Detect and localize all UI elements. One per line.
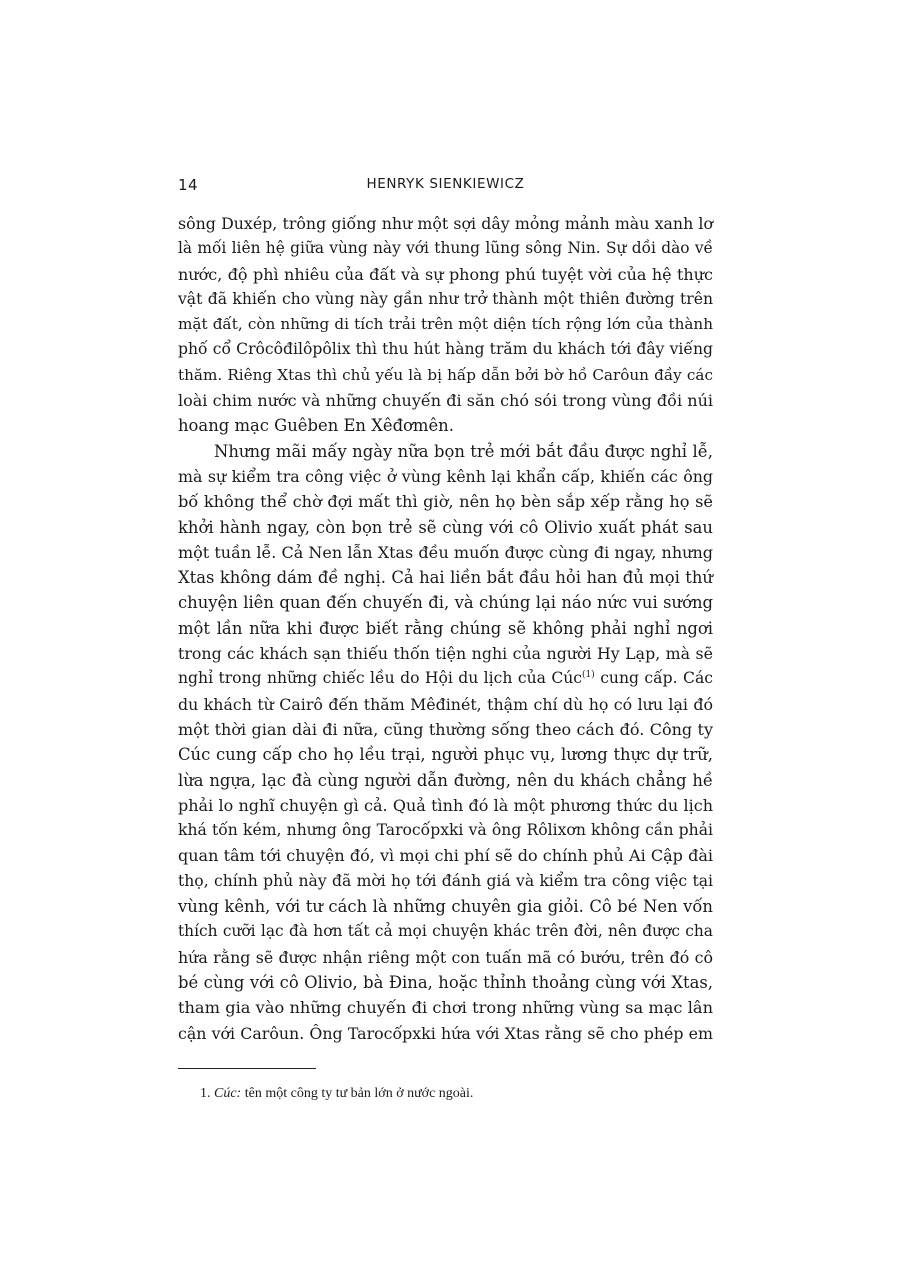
text-line: cận với Carôun. Ông Tarocốpxki hứa với Xtas rằng sẽ cho phép em (178, 1023, 713, 1043)
text-line: chuyện liên quan đến chuyến đi, và chúng lại náo nức vui sướng (178, 593, 713, 613)
text-segment: cung cấp. Các (594, 669, 713, 688)
text-line: một lần nữa khi được biết rằng chúng sẽ không phải nghỉ ngơi (178, 618, 713, 638)
text-line: du khách từ Cairô đến thăm Mêđinét, thậm chí dù họ có lưu lại đó (178, 694, 713, 714)
text-line: hứa rằng sẽ được nhận riêng một con tuấn mã có bướu, trên đó cô (178, 947, 713, 967)
text-line: mặt đất, còn những di tích trải trên một diện tích rộng lớn của thành (178, 315, 713, 334)
text-line: tham gia vào những chuyến đi chơi trong những vùng sa mạc lân (178, 998, 713, 1018)
text-line-with-footnote-ref (178, 666, 713, 691)
text-line: phố cổ Crôcôđilôpôlix thì thu hút hàng trăm du khách tới đây viếng (178, 340, 713, 359)
text-line: trong các khách sạn thiếu thốn tiện nghi của người Hy Lạp, mà sẽ (178, 644, 713, 664)
body-text (178, 211, 713, 1046)
text-line: vật đã khiến cho vùng này gần như trở thành một thiên đường trên (178, 289, 713, 308)
footnote-number: 1. (200, 1086, 211, 1101)
page-number: 14 (178, 176, 199, 194)
text-line: sông Duxép, trông giống như một sợi dây mỏng mảnh màu xanh lơ (178, 214, 713, 233)
text-line: loài chim nước và những chuyến đi săn chó sói trong vùng đồi núi (178, 391, 713, 411)
footnote-text: tên một công ty tư bản lớn ở nước ngoài. (241, 1086, 474, 1101)
text-line: Cúc cung cấp cho họ lều trại, người phục vụ, lương thực dự trữ, (178, 745, 713, 765)
text-line: quan tâm tới chuyện đó, vì mọi chi phí sẽ do chính phủ Ai Cập đài (178, 846, 713, 866)
footnote-separator (178, 1068, 316, 1069)
footnote-term: Cúc: (214, 1086, 242, 1101)
text-line: thăm. Riêng Xtas thì chủ yếu là bị hấp dẫn bởi bờ hồ Carôun đầy các (178, 365, 713, 384)
text-line: Xtas không dám đề nghị. Cả hai liền bắt đầu hỏi han đủ mọi thứ (178, 568, 713, 588)
text-line: khởi hành ngay, còn bọn trẻ sẽ cùng với cô Olivio xuất phát sau (178, 517, 713, 537)
text-line: một tuần lễ. Cả Nen lẫn Xtas đều muốn được cùng đi ngay, nhưng (178, 542, 713, 562)
running-head-author: HENRYK SIENKIEWICZ (366, 176, 525, 192)
text-line: một thời gian dài đi nữa, cũng thường sống theo cách đó. Công ty (178, 719, 713, 739)
text-line: vùng kênh, với tư cách là những chuyên gia giỏi. Cô bé Nen vốn (178, 897, 713, 917)
text-line: mà sự kiểm tra công việc ở vùng kênh lại khẩn cấp, khiến các ông (178, 466, 713, 486)
text-line: là mối liên hệ giữa vùng này với thung lũng sông Nin. Sự dồi dào về (178, 239, 713, 258)
paragraph-1 (178, 211, 713, 439)
text-line: phải lo nghĩ chuyện gì cả. Quả tình đó là một phương thức du lịch (178, 795, 713, 815)
text-line: bé cùng với cô Olivio, bà Đina, hoặc thỉnh thoảng cùng với Xtas, (178, 972, 713, 992)
text-segment: nghỉ trong những chiếc lều do Hội du lịch của Cúc (178, 669, 583, 688)
text-line: bố không thể chờ đợi mất thì giờ, nên họ bèn sắp xếp rằng họ sẽ (178, 492, 713, 512)
text-line: thọ, chính phủ này đã mời họ tới đánh giá và kiểm tra công việc tại (178, 871, 713, 890)
footnote-ref-marker: (1) (582, 670, 595, 681)
text-line: khá tốn kém, nhưng ông Tarocốpxki và ông Rôlixơn không cần phải (178, 821, 713, 840)
text-line: lừa ngựa, lạc đà cùng người dẫn đường, nên du khách chẳng hề (178, 770, 713, 790)
text-line: hoang mạc Guêben En Xêđơmên. (178, 416, 454, 436)
footnote (200, 1085, 700, 1103)
text-line: nước, độ phì nhiêu của đất và sự phong phú tuyệt vời của hệ thực (178, 264, 713, 284)
paragraph-2 (178, 439, 713, 1046)
text-line: Nhưng mãi mấy ngày nữa bọn trẻ mới bắt đầu được nghỉ lễ, (214, 441, 713, 461)
running-head (178, 176, 713, 200)
text-line: thích cưỡi lạc đà hơn tất cả mọi chuyện khác trên đời, nên được cha (178, 922, 713, 941)
